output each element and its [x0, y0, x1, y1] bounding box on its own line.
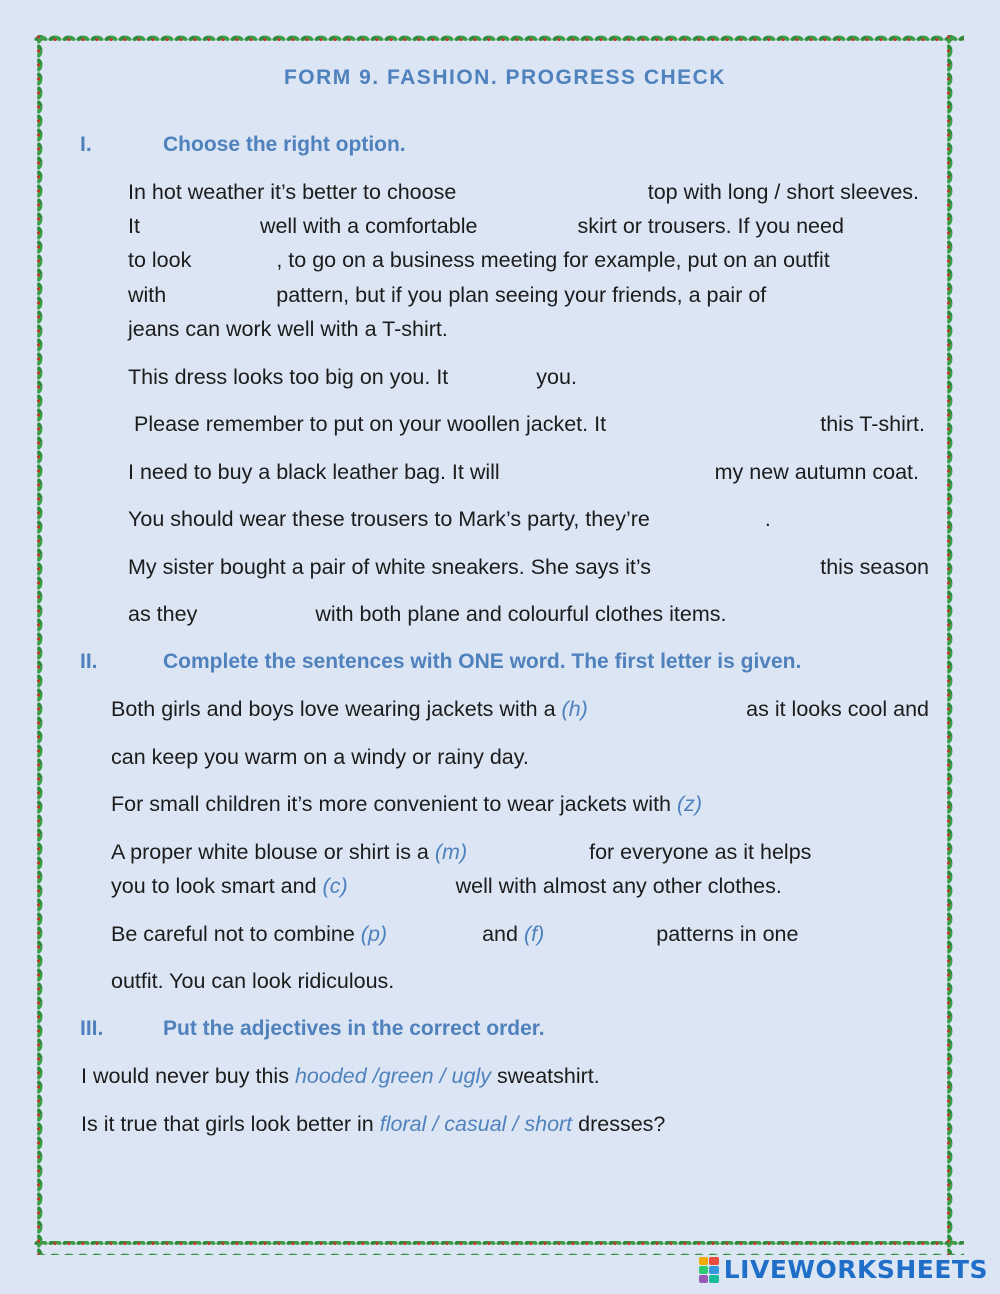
exercise-1-sentence-7: as they with both plane and colourful clothes items.	[128, 602, 727, 626]
section-3-number: III.	[80, 1017, 104, 1040]
section-1-heading	[80, 133, 406, 157]
section-1-number: I.	[80, 133, 92, 156]
exercise-1-line-2: It well with a comfortable skirt or trousers. If you need	[128, 214, 844, 238]
exercise-2-sentence-1b: can keep you warm on a windy or rainy day.	[111, 745, 529, 769]
section-3-heading	[80, 1017, 545, 1041]
exercise-1-line-5: jeans can work well with a T-shirt.	[128, 317, 448, 341]
exercise-1-line-4: with pattern, but if you plan seeing your friends, a pair of	[128, 283, 767, 307]
section-3-title: Put the adjectives in the correct order.	[163, 1017, 545, 1040]
exercise-3-sentence-2: Is it true that girls look better in floral / casual / short dresses?	[81, 1112, 666, 1136]
liveworksheets-icon	[699, 1257, 719, 1283]
exercise-1-sentence-6: My sister bought a pair of white sneakers. She says it’s this season	[128, 555, 929, 579]
exercise-2-sentence-3: A proper white blouse or shirt is a (m) for everyone as it helps	[111, 840, 812, 864]
exercise-3-sentence-1: I would never buy this hooded /green / ugly sweatshirt.	[81, 1064, 600, 1088]
section-2-heading	[80, 650, 801, 674]
exercise-2-sentence-2: For small children it’s more convenient to wear jackets with (z)	[111, 792, 703, 816]
section-2-number: II.	[80, 650, 98, 673]
page-title: FORM 9. FASHION. PROGRESS CHECK	[283, 66, 727, 89]
section-2-title: Complete the sentences with ONE word. The first letter is given.	[163, 650, 802, 673]
exercise-2-sentence-3b: you to look smart and (c) well with almost any other clothes.	[111, 874, 782, 898]
exercise-1-sentence-2: This dress looks too big on you. It you.	[128, 365, 577, 389]
liveworksheets-wordmark: LIVEWORKSHEETS	[723, 1255, 988, 1284]
exercise-1-sentence-5: You should wear these trousers to Mark’s party, they’re .	[128, 507, 771, 531]
exercise-1-sentence-3: Please remember to put on your woollen jacket. It this T-shirt.	[134, 412, 925, 436]
exercise-1-sentence-4: I need to buy a black leather bag. It will my new autumn coat.	[128, 460, 919, 484]
exercise-2-sentence-4: Be careful not to combine (p) and (f) patterns in one	[111, 922, 799, 946]
exercise-2-sentence-1: Both girls and boys love wearing jackets with a (h) as it looks cool and	[111, 697, 929, 721]
exercise-1-line-3: to look , to go on a business meeting for example, put on an outfit	[128, 248, 830, 272]
liveworksheets-logo	[699, 1255, 988, 1284]
section-1-title: Choose the right option.	[163, 133, 406, 156]
exercise-2-sentence-4b: outfit. You can look ridiculous.	[111, 969, 395, 993]
exercise-1-line-1: In hot weather it’s better to choose top with long / short sleeves.	[128, 180, 919, 204]
